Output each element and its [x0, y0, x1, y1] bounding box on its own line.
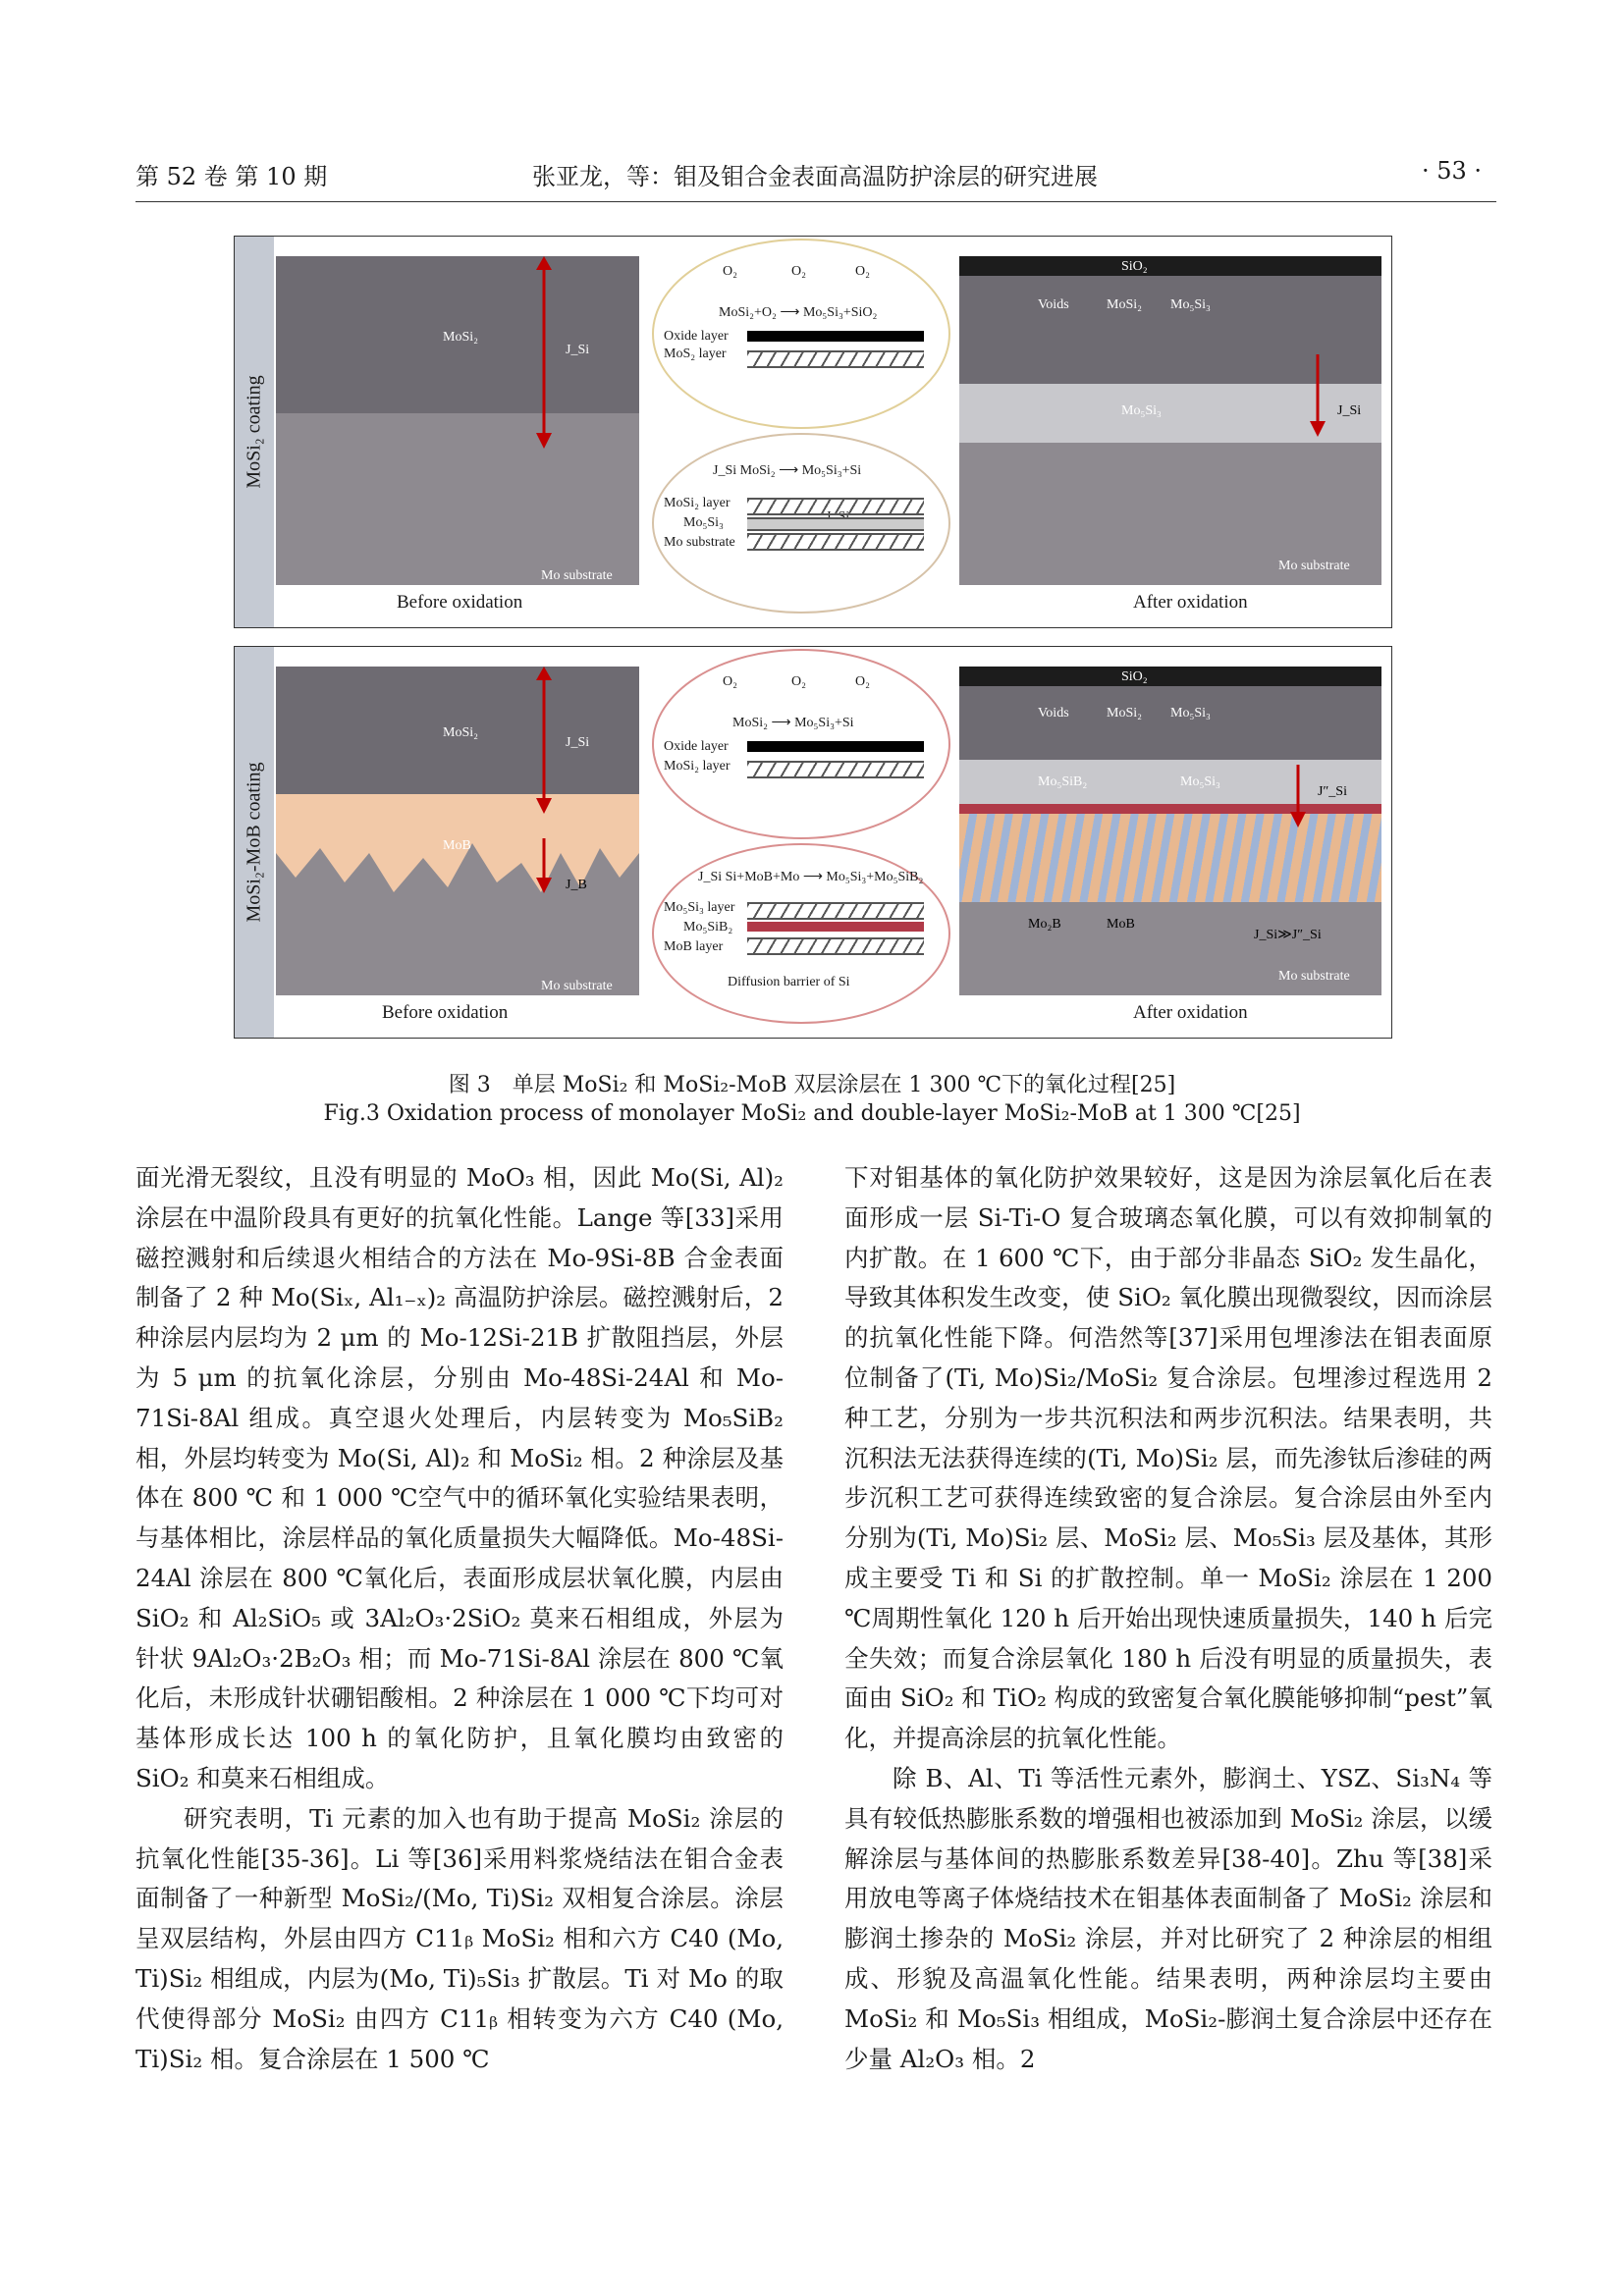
layer-label: Mo₅Si₃ — [1121, 403, 1162, 418]
reaction-ellipse-oxidation — [652, 649, 950, 839]
figure-caption-cn: 图 3 单层 MoSi₂ 和 MoSi₂-MoB 双层涂层在 1 300 ℃下的氧化过程[25] — [448, 1073, 1176, 1097]
o2-label: O₂ — [855, 674, 870, 689]
running-title: 张亚龙，等：钼及钼合金表面高温防护涂层的研究进展 — [532, 163, 1098, 190]
before-caption: Before oxidation — [397, 592, 523, 613]
layer-label: Mo₅Si₃ — [1170, 297, 1211, 312]
before-cross-section — [276, 667, 639, 995]
reaction-text: J_Si Si+MoB+Mo ⟶ Mo₅Si₃+Mo₅SiB₂ — [698, 870, 924, 884]
oxide-bar — [747, 741, 924, 752]
substrate-label: Mo substrate — [1278, 559, 1350, 573]
reaction-ellipse-oxidation — [652, 239, 950, 429]
reaction-text: MoSi₂+O₂ ⟶ Mo₅Si₃+SiO₂ — [719, 305, 878, 320]
o2-label: O₂ — [791, 674, 806, 689]
paragraph: 研究表明，Ti 元素的加入也有助于提高 MoSi₂ 涂层的抗氧化性能[35-36]。Li 等[36]采用料浆烧结法在钼合金表面制备了一种新型 MoSi₂/(Mo, Ti)Si₂ 双相复合涂层。涂层呈双层结构，外层由四方 C11ᵦ MoSi₂ 相和六方 C40 (Mo, Ti)Si₂ 相组成，内层为(Mo, Ti)₅Si₃ 扩散层。Ti 对 Mo 的取代使得部分 MoSi₂ 由四方 C11ᵦ 相转变为六方 C40 (Mo, Ti)Si₂ 相。复合涂层在 1 500 ℃ — [135, 1803, 784, 2073]
jsi-label: J″_Si — [1318, 784, 1347, 799]
side-label: MoSi₂-MoB coating — [243, 762, 265, 923]
o2-label: O₂ — [723, 264, 737, 279]
after-caption: After oxidation — [1133, 592, 1248, 613]
jsi-label: J_Si — [1337, 403, 1362, 418]
layer-label: Mo₅SiB₂ — [1038, 774, 1088, 789]
layer-label: MoSi₂ — [1107, 297, 1143, 312]
layer-label: Mo substrate — [664, 535, 735, 550]
substrate-label: Mo substrate — [541, 568, 613, 583]
mo5si3-band — [747, 517, 924, 531]
paragraph: 下对钼基体的氧化防护效果较好，这是因为涂层氧化后在表面形成一层 Si-Ti-O 复合玻璃态氧化膜，可以有效抑制氧的内扩散。在 1 600 ℃下，由于部分非晶态 SiO₂ 发生晶化，导致其体积发生改变，使 SiO₂ 氧化膜出现微裂纹，因而涂层的抗氧化性能下降。何浩然等[37]采用包埋渗法在钼表面原位制备了(Ti, Mo)Si₂/MoSi₂ 复合涂层。包埋渗过程选用 2 种工艺，分别为一步共沉积法和两步沉积法。结果表明，共沉积法无法获得连续的(Ti, Mo)Si₂ 层，而先渗钛后渗硅的两步沉积工艺可获得连续致密的复合涂层。复合涂层由外至内分别为(Ti, Mo)Si₂ 层、MoSi₂ 层、Mo₅Si₃ 层及基体，其形成主要受 Ti 和 Si 的扩散控制。单一 MoSi₂ 涂层在 1 200 ℃周期性氧化 120 h 后开始出现快速质量损失，140 h 后完全失效；而复合涂层氧化 180 h 后没有明显的质量损失，表面由 SiO₂ 和 TiO₂ 构成的致密复合氧化膜能够抑制“pest”氧化，并提高涂层的抗氧化性能。 — [844, 1163, 1492, 1753]
figure-panel-monolayer — [234, 236, 1392, 628]
journal-volume: 第 52 卷 第 10 期 — [135, 163, 328, 190]
layer-label: MoSi₂ — [1107, 706, 1143, 721]
layer-label: MoSi₂ layer — [664, 496, 731, 510]
after-caption: After oxidation — [1133, 1002, 1248, 1023]
flux-compare-label: J_Si≫J″_Si — [1254, 928, 1322, 942]
mob-mo2b-layer — [959, 814, 1381, 902]
hatched-layer — [747, 498, 924, 515]
barrier-label: Diffusion barrier of Si — [728, 975, 850, 989]
oxide-bar — [747, 331, 924, 342]
hatched-layer — [747, 937, 924, 955]
flux-arrow — [529, 667, 559, 814]
jsi-label: J_Si — [566, 735, 590, 750]
panel-sidebar — [235, 237, 274, 627]
layer-label: Oxide layer — [664, 739, 729, 754]
layer-label: MoB — [1107, 917, 1135, 932]
figure-caption-en: Fig.3 Oxidation process of monolayer MoSi₂ and double-layer MoSi₂-MoB at 1 300 ℃[25] — [323, 1101, 1301, 1126]
mosi2-label: MoSi₂ — [443, 725, 479, 740]
sio2-layer — [959, 256, 1381, 276]
substrate-label: Mo substrate — [1278, 969, 1350, 984]
mosi2-label: MoSi₂ — [443, 330, 479, 345]
layer-label: Mo₂B — [1028, 917, 1061, 932]
paragraph: 面光滑无裂纹，且没有明显的 MoO₃ 相，因此 Mo(Si, Al)₂ 涂层在中温阶段具有更好的抗氧化性能。Lange 等[33]采用磁控溅射和后续退火相结合的方法在 Mo-9Si-8B 合金表面制备了 2 种 Mo(Siₓ, Al₁₋ₓ)₂ 高温防护涂层。磁控溅射后，2 种涂层内层均为 2 μm 的 Mo-12Si-21B 扩散阻挡层，外层为 5 μm 的抗氧化涂层，分别由 Mo-48Si-24Al 和 Mo-71Si-8Al 组成。真空退火处理后，内层转变为 Mo₅SiB₂ 相，外层均转变为 Mo(Si, Al)₂ 和 MoSi₂ 相。2 种涂层及基体在 800 ℃ 和 1 000 ℃空气中的循环氧化实验结果表明，与基体相比，涂层样品的氧化质量损失大幅降低。Mo-48Si-24Al 涂层在 800 ℃氧化后，表面形成层状氧化膜，内层由 SiO₂ 和 Al₂SiO₅ 或 3Al₂O₃·2SiO₂ 莫来石相组成，外层为针状 9Al₂O₃·2B₂O₃ 相；而 Mo-71Si-8Al 涂层在 800 ℃氧化后，未形成针状硼铝酸相。2 种涂层在 1 000 ℃下均可对基体形成长达 100 h 的氧化防护，且氧化膜均由致密的 SiO₂ 和莫来石相组成。 — [135, 1163, 784, 1792]
layer-label: SiO₂ — [1121, 259, 1148, 274]
layer-label: MoS₂ layer — [664, 347, 727, 361]
o2-label: O₂ — [855, 264, 870, 279]
figure-panel-bilayer — [234, 646, 1392, 1039]
header-rule — [135, 201, 1496, 202]
side-label: MoSi₂ coating — [243, 375, 265, 489]
hatched-layer — [747, 533, 924, 551]
panel-sidebar — [235, 647, 274, 1038]
sio2-layer — [959, 667, 1381, 686]
mo5sib2-band — [747, 922, 924, 932]
hatched-layer — [747, 761, 924, 778]
o2-label: O₂ — [791, 264, 806, 279]
body-column-left — [135, 1158, 784, 2079]
mosi2-layer — [959, 686, 1381, 760]
layer-label: Mo₅Si₃ — [683, 515, 724, 530]
layer-label: MoB layer — [664, 939, 724, 954]
reaction-ellipse-diffusion — [652, 843, 950, 1024]
layer-label: MoSi₂ layer — [664, 759, 731, 774]
mob-label: MoB — [443, 838, 471, 853]
layer-label: Oxide layer — [664, 329, 729, 344]
flux-arrow — [529, 256, 559, 453]
flux-arrow — [1303, 354, 1332, 443]
before-caption: Before oxidation — [382, 1002, 509, 1023]
layer-label: Mo₅SiB₂ — [683, 920, 733, 934]
flux-arrow-b — [529, 838, 559, 897]
hatched-layer — [747, 902, 924, 920]
layer-label: Mo₅Si₃ — [1170, 706, 1211, 721]
body-column-right — [844, 1158, 1492, 2079]
layer-label: Mo₅Si₃ layer — [664, 900, 735, 915]
before-cross-section — [276, 256, 639, 585]
after-cross-section — [959, 667, 1381, 995]
reaction-text: J_Si MoSi₂ ⟶ Mo₅Si₃+Si — [713, 463, 862, 478]
layer-label: Voids — [1038, 297, 1069, 312]
o2-label: O₂ — [723, 674, 737, 689]
layer-label: Voids — [1038, 706, 1069, 721]
layer-label: SiO₂ — [1121, 669, 1148, 684]
hatched-layer — [747, 350, 924, 368]
flux-arrow — [1283, 765, 1313, 833]
mo5sib2-band — [959, 804, 1381, 814]
layer-label: Mo₅Si₃ — [1180, 774, 1220, 789]
paragraph: 除 B、Al、Ti 等活性元素外，膨润土、YSZ、Si₃N₄ 等具有较低热膨胀系数的增强相也被添加到 MoSi₂ 涂层，以缓解涂层与基体间的热膨胀系数差异[38-40]。Zhu 等[38]采用放电等离子体烧结技术在钼基体表面制备了 MoSi₂ 涂层和膨润土掺杂的 MoSi₂ 涂层，并对比研究了 2 种涂层的相组成、形貌及高温氧化性能。结果表明，两种涂层均主要由 MoSi₂ 和 Mo₅Si₃ 相组成，MoSi₂-膨润土复合涂层中还存在少量 Al₂O₃ 相。2 — [844, 1763, 1492, 2073]
reaction-text: MoSi₂ ⟶ Mo₅Si₃+Si — [732, 716, 854, 730]
reaction-ellipse-diffusion — [652, 433, 950, 614]
page-number: · 53 · — [1422, 157, 1483, 185]
jsi-label: J_Si — [566, 343, 590, 357]
jb-label: J_B — [566, 878, 587, 892]
after-cross-section — [959, 256, 1381, 585]
substrate-label: Mo substrate — [541, 979, 613, 993]
